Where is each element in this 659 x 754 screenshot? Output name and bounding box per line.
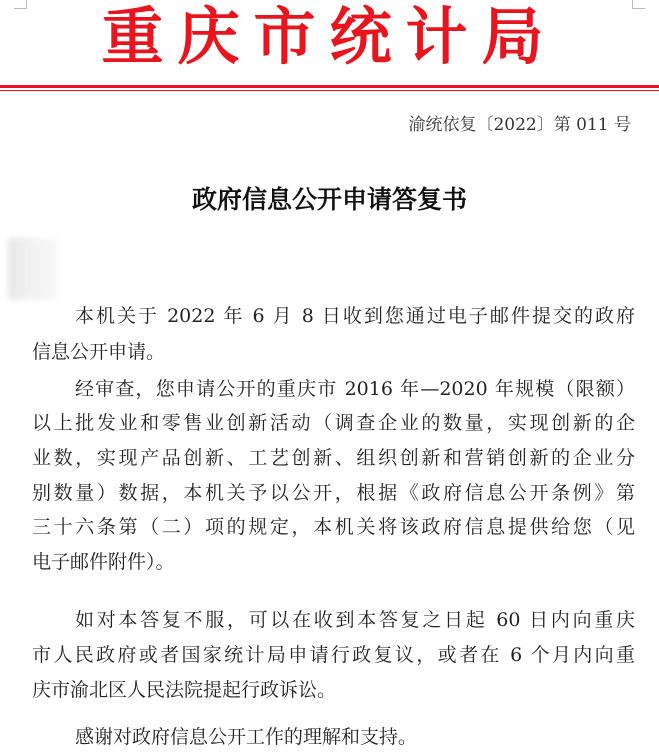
- masthead-red-rule-thin: [0, 90, 659, 91]
- document-title: 政府信息公开申请答复书: [191, 185, 467, 214]
- body-line: 感谢对政府信息公开工作的理解和支持。: [75, 726, 418, 748]
- document-number: 渝统依复〔2022〕第 011 号: [408, 115, 631, 135]
- agency-masthead: 重庆市统计局: [101, 0, 558, 73]
- masthead-red-rule: [0, 85, 659, 88]
- body-line: 以上批发业和零售业创新活动（调查企业的数量，实现创新的企: [32, 412, 635, 434]
- body-line: 信息公开申请。: [32, 341, 166, 363]
- body-line: 三十六条第（二）项的规定，本机关将该政府信息提供给您（见: [32, 516, 635, 538]
- body-line: 市人民政府或者国家统计局申请行政复议，或者在 6 个月内向重: [32, 644, 635, 666]
- body-line: 别数量）数据，本机关予以公开，根据《政府信息公开条例》第: [32, 482, 635, 504]
- scan-smudge: [8, 238, 58, 300]
- body-line: 如对本答复不服，可以在收到本答复之日起 60 日内向重庆: [75, 609, 635, 631]
- body-line: 庆市渝北区人民法院提起行政诉讼。: [32, 679, 337, 701]
- body-line: 本机关于 2022 年 6 月 8 日收到您通过电子邮件提交的政府: [75, 305, 635, 327]
- body-line: 业数，实现产品创新、工艺创新、组织创新和营销创新的企业分: [32, 447, 635, 469]
- body-line: 经审查，您申请公开的重庆市 2016 年—2020 年规模（限额）: [75, 378, 635, 400]
- body-line: 电子邮件附件）。: [32, 551, 175, 573]
